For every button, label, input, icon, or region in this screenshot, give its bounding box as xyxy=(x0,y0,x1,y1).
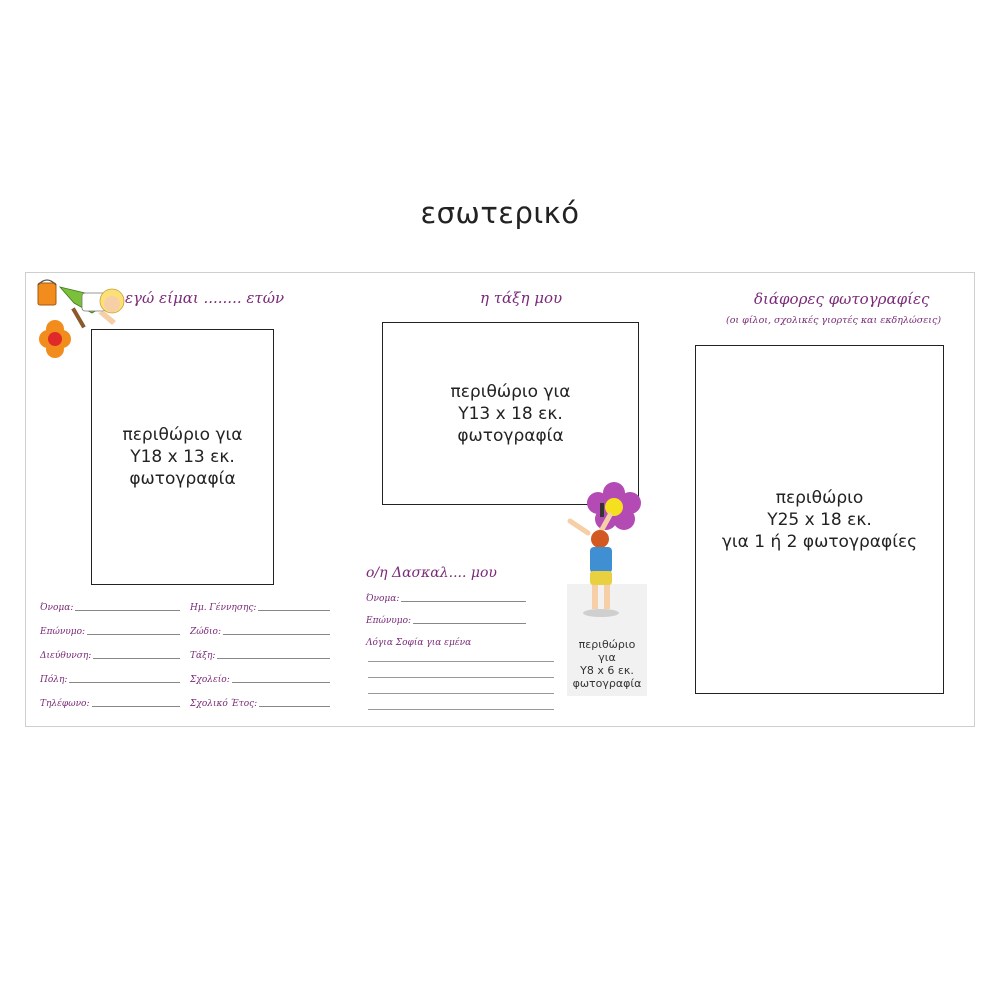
photo-placeholder-13x18 xyxy=(382,322,639,505)
photo-placeholder-25x18 xyxy=(695,345,944,694)
field-name[interactable] xyxy=(40,599,180,613)
field-city[interactable] xyxy=(40,671,180,685)
field-label: Επώνυμο: xyxy=(40,627,86,637)
field-label: Επώνυμο: xyxy=(366,616,412,626)
field-birthdate[interactable] xyxy=(190,599,330,613)
middle-heading: η τάξη μου xyxy=(480,289,563,307)
field-surname[interactable] xyxy=(40,623,180,637)
field-address[interactable] xyxy=(40,647,180,661)
photo-text-line: φωτογραφία xyxy=(457,425,564,446)
field-label: Όνομα: xyxy=(366,594,400,604)
teacher-heading: ο/η Δασκαλ.... μου xyxy=(366,565,497,581)
photo-text-line: περιθώριο για xyxy=(122,425,243,445)
child-climbing-icon xyxy=(566,481,652,621)
page-title: εσωτερικό xyxy=(420,196,580,230)
field-label: Λόγια Σοφία για εμένα xyxy=(366,638,472,648)
photo-text-line: Υ25 x 18 εκ. xyxy=(767,509,872,530)
album-spread xyxy=(25,272,975,727)
field-teacher-words xyxy=(366,634,526,648)
field-label: Τηλέφωνο: xyxy=(40,699,90,709)
photo-text-line: για xyxy=(598,651,616,664)
paint-bucket-icon xyxy=(38,280,56,305)
field-school[interactable] xyxy=(190,671,330,685)
field-label: Πόλη: xyxy=(40,675,68,685)
photo-placeholder-18x13 xyxy=(91,329,274,585)
field-label: Ημ. Γέννησης: xyxy=(190,603,257,613)
field-school-year[interactable] xyxy=(190,695,330,709)
field-teacher-name[interactable] xyxy=(366,590,526,604)
right-heading: διάφορες φωτογραφίες xyxy=(754,290,930,308)
writing-line[interactable] xyxy=(368,661,554,662)
photo-text-line: για 1 ή 2 φωτογραφίες xyxy=(721,531,918,552)
field-label: Σχολικό Έτος: xyxy=(190,699,258,709)
photo-text-line: περιθώριο xyxy=(578,638,636,651)
field-phone[interactable] xyxy=(40,695,180,709)
photo-text-line: φωτογραφία xyxy=(129,469,236,489)
right-subheading: (οι φίλοι, σχολικές γιορτές και εκδηλώσεις) xyxy=(726,315,942,326)
field-label: Τάξη: xyxy=(190,651,216,661)
photo-text-line: περιθώριο xyxy=(775,487,864,508)
photo-text-line: περιθώριο για xyxy=(450,381,571,402)
field-label: Ζώδιο: xyxy=(190,627,221,637)
purple-flower-icon xyxy=(587,482,641,530)
field-label: Σχολείο: xyxy=(190,675,230,685)
field-zodiac[interactable] xyxy=(190,623,330,637)
flower-icon xyxy=(39,320,71,358)
field-teacher-surname[interactable] xyxy=(366,612,526,626)
photo-text-line: Υ18 x 13 εκ. xyxy=(130,447,235,467)
photo-text-line: φωτογραφία xyxy=(572,677,642,690)
photo-text-line: Υ13 x 18 εκ. xyxy=(458,403,563,424)
field-class[interactable] xyxy=(190,647,330,661)
photo-text-line: Υ8 x 6 εκ. xyxy=(580,664,634,677)
writing-line[interactable] xyxy=(368,709,554,710)
field-label: Όνομα: xyxy=(40,603,74,613)
left-heading: εγώ είμαι ........ ετών xyxy=(125,289,285,307)
writing-line[interactable] xyxy=(368,677,554,678)
writing-line[interactable] xyxy=(368,693,554,694)
field-label: Διεύθυνση: xyxy=(40,651,92,661)
